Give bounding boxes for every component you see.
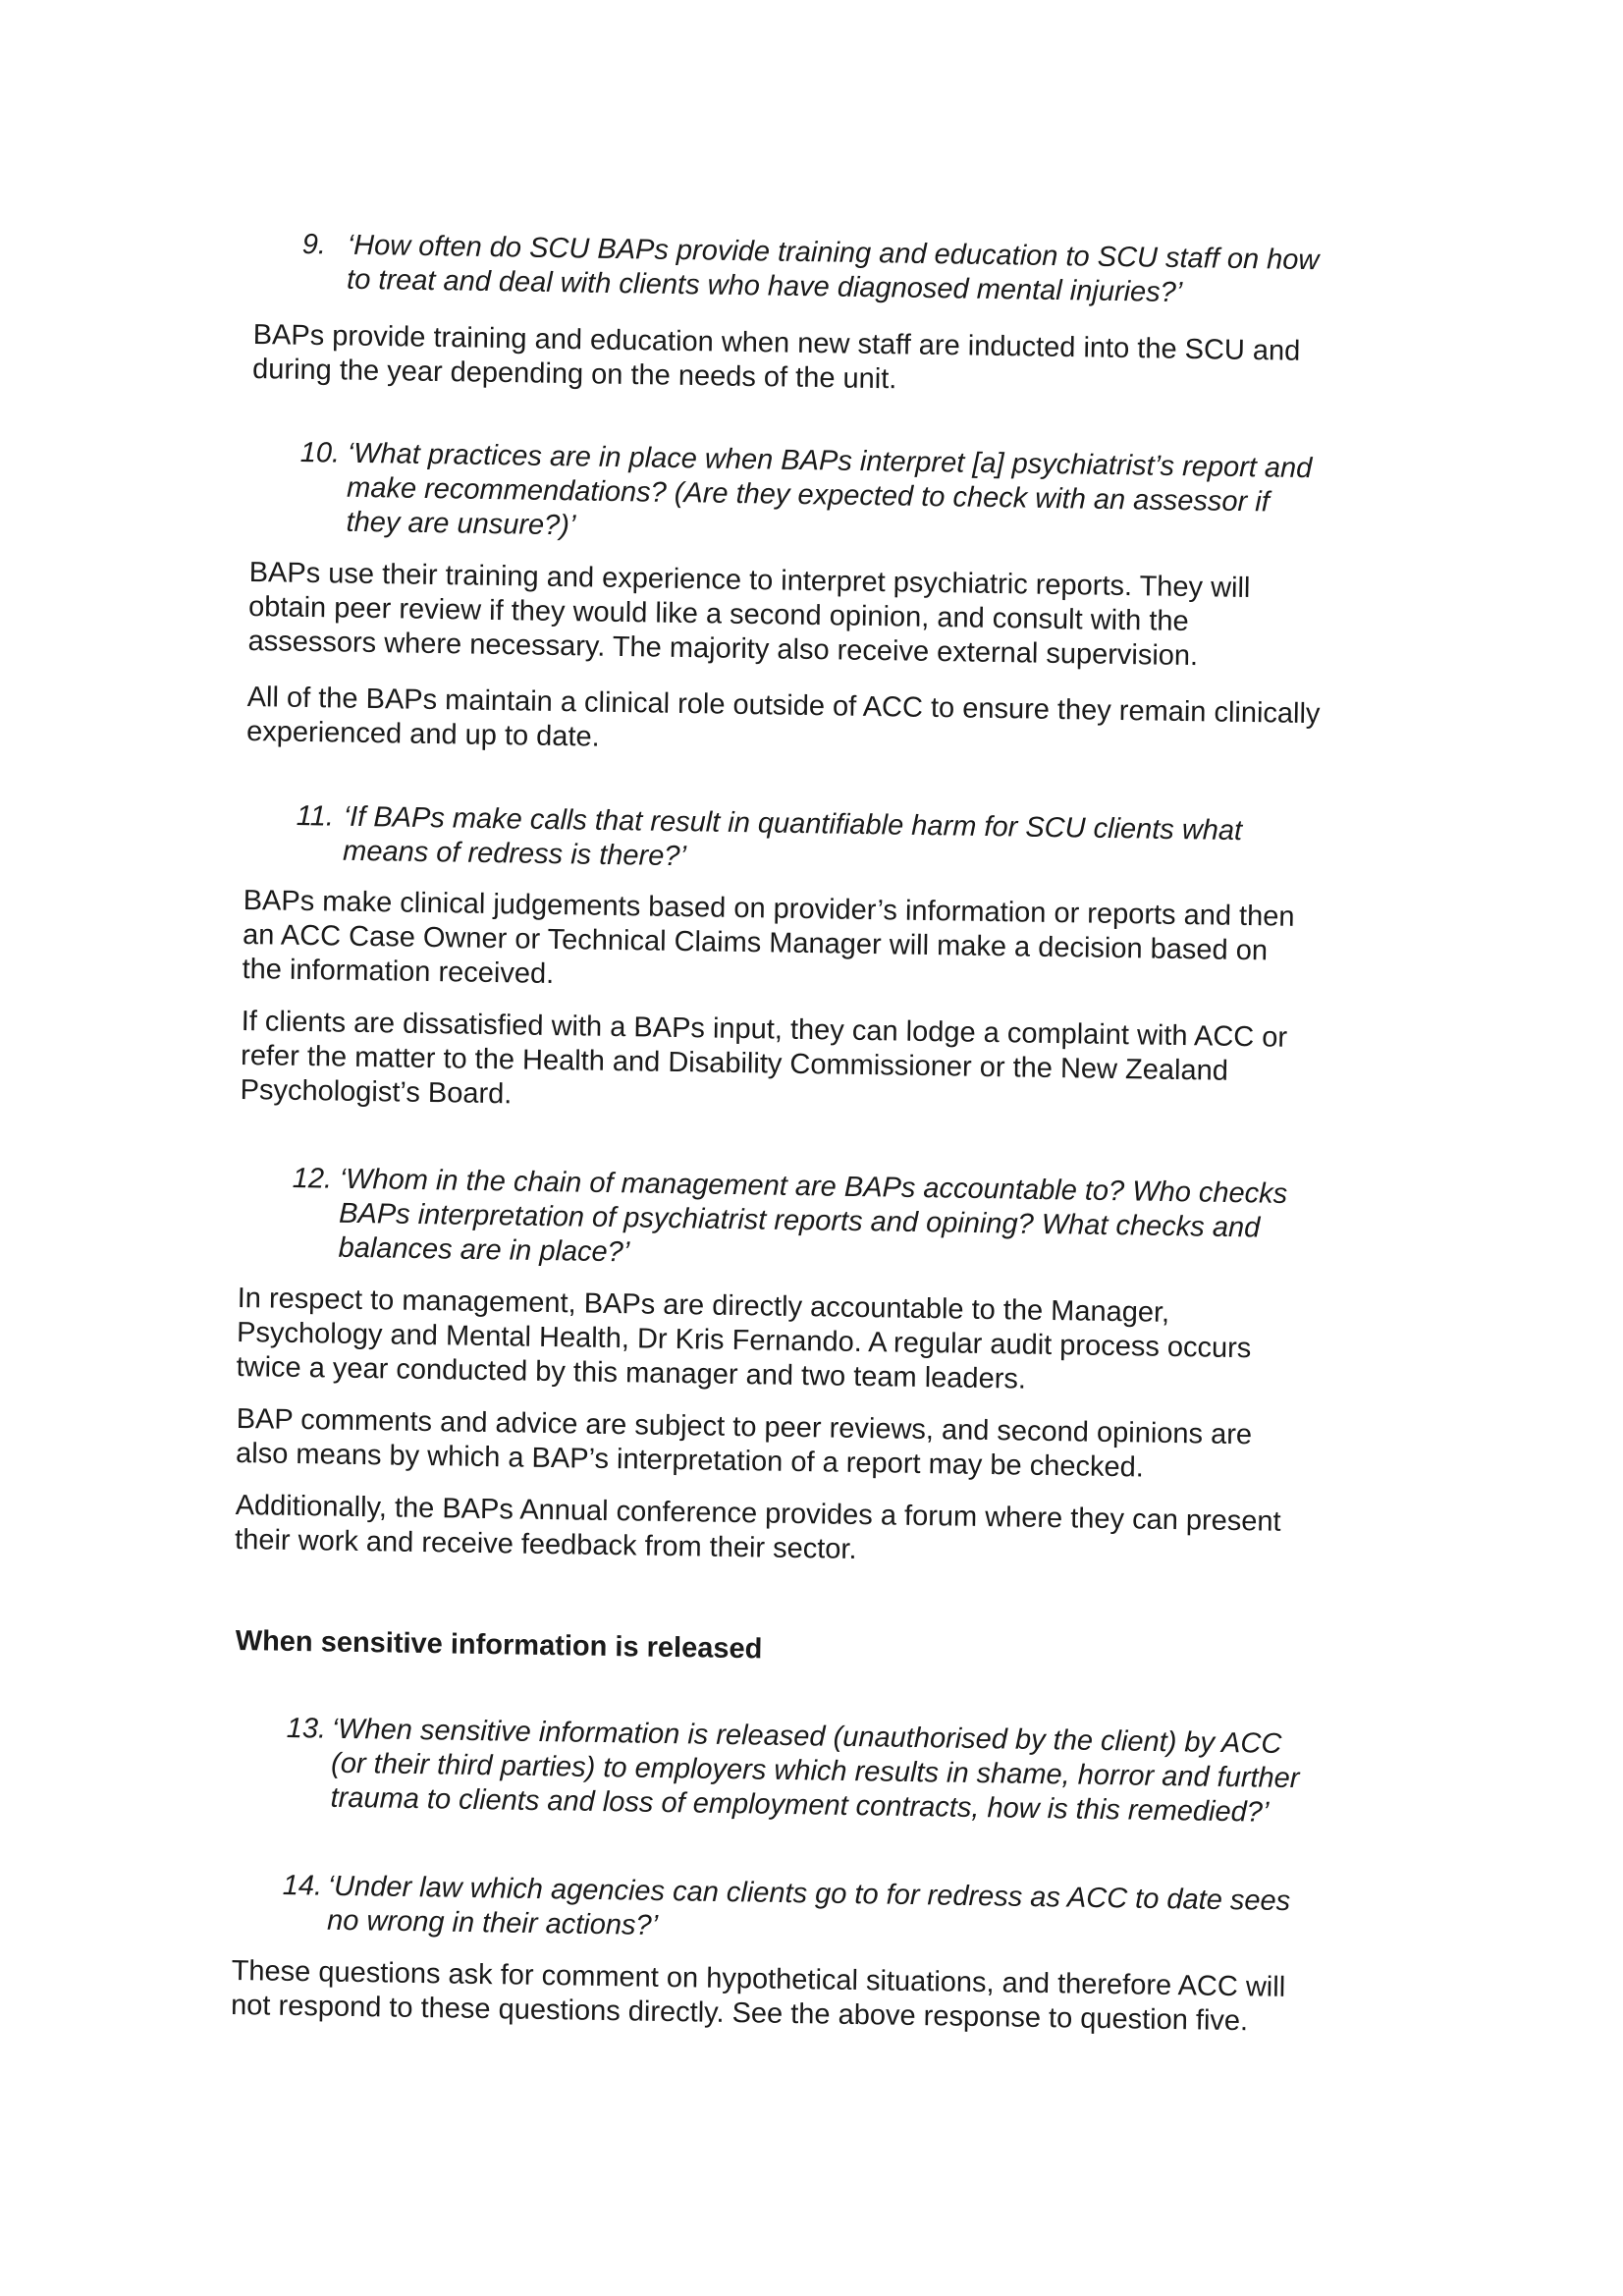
question-14 <box>282 1869 1432 1957</box>
question-number: 14. <box>282 1869 323 1902</box>
question-text: ‘Whom in the chain of management are BAPs accountable to? Who checks BAPs interpretation of psychiatrist reports and opining? What checks and balances are in place?’ <box>338 1163 1288 1269</box>
question-text: ‘How often do SCU BAPs provide training and education to SCU staff on how to treat and deal with clients who have diagnosed mental injuries?’ <box>346 229 1320 309</box>
answer-12-paragraph-1: In respect to management, BAPs are directly accountable to the Manager, Psychology and Mental Health, Dr Kris Fernando. A regular audit process occurs twice a year conducted by this manager and two team leaders. <box>236 1282 1252 1395</box>
question-13 <box>285 1712 1435 1835</box>
answer-12-paragraph-2: BAP comments and advice are subject to peer reviews, and second opinions are also means by which a BAP’s interpretation of a report may be checked. <box>235 1402 1253 1484</box>
question-text: ‘If BAPs make calls that result in quantifiable harm for SCU clients what means of redress is there?’ <box>342 800 1243 873</box>
question-text: ‘When sensitive information is released (unauthorised by the client) by ACC (or their third parties) to employers which results in shame, horror and further trauma to clients and loss of employment contracts, how is this remedied?’ <box>330 1713 1300 1829</box>
question-number: 13. <box>286 1712 327 1745</box>
answer-11-paragraph-1: BAPs make clinical judgements based on provider’s information or reports and then an ACC Case Owner or Technical Claims Manager will make a decision based on the information received. <box>242 884 1295 990</box>
question-number: 9. <box>301 228 327 261</box>
question-11 <box>296 799 1426 888</box>
question-number: 12. <box>292 1162 333 1195</box>
question-number: 11. <box>296 799 335 833</box>
section-heading: When sensitive information is released <box>235 1624 763 1666</box>
answer-13-14-paragraph-1: These questions ask for comment on hypothetical situations, and therefore ACC will not respond to these questions directly. See the above response to question five. <box>230 1954 1286 2038</box>
answer-10-paragraph-2: All of the BAPs maintain a clinical role outside of ACC to ensure they remain clinically experienced and up to date. <box>245 681 1321 753</box>
answer-9-paragraph-1: BAPs provide training and education when new staff are inducted into the SCU and during the year depending on the needs of the unit. <box>251 318 1301 396</box>
question-12 <box>291 1162 1432 1285</box>
question-text: ‘What practices are in place when BAPs interpret [a] psychiatrist’s report and make recommendations? (Are they expected to check with an assessor if they are unsure?)’ <box>346 437 1313 542</box>
question-9 <box>301 228 1432 316</box>
answer-11-paragraph-2: If clients are dissatisfied with a BAPs input, they can lodge a complaint with ACC or refer the matter to the Health and Disability Commissioner or the New Zealand Psychologist’s Board. <box>240 1005 1288 1111</box>
answer-12-paragraph-3: Additionally, the BAPs Annual conference provides a forum where they can present their work and receive feedback from their sector. <box>234 1489 1281 1565</box>
answer-10-paragraph-1: BAPs use their training and experience to interpret psychiatric reports. They will obtain peer review if they would like a second opinion, and consult with the assessors where necessary. The majority also receive external supervision. <box>247 556 1251 673</box>
question-number: 10. <box>299 436 341 469</box>
question-10 <box>298 436 1430 560</box>
question-text: ‘Under law which agencies can clients go to for redress as ACC to date sees no wrong in their actions?’ <box>326 1870 1291 1942</box>
